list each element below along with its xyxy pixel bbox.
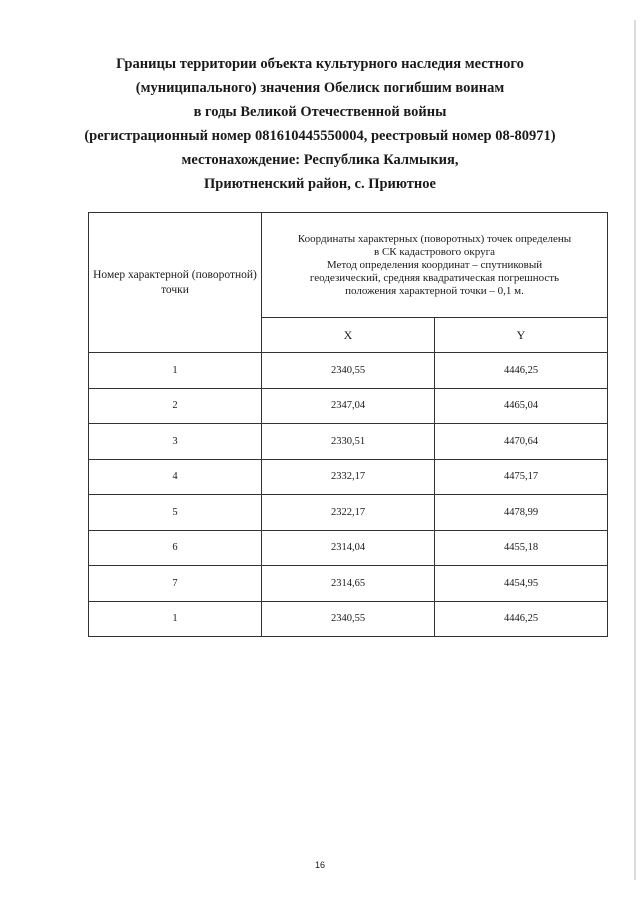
coordinates-table xyxy=(88,212,608,637)
table-row xyxy=(89,566,608,602)
heading-line-3: в годы Великой Отечественной войны xyxy=(193,104,447,120)
page-number: 16 xyxy=(314,860,325,870)
header-point-number: Номер характерной (поворотной) точки xyxy=(89,213,262,353)
header-desc-line: Координаты характерных (поворотных) точек определены xyxy=(297,232,572,245)
point-number-cell: 7 xyxy=(89,566,262,602)
scan-edge xyxy=(634,20,636,880)
point-number-cell: 5 xyxy=(89,495,262,531)
table-row xyxy=(89,353,608,389)
y-cell: 4478,99 xyxy=(435,495,608,531)
heading-line-2: (муниципального) значения Обелиск погибшим воинам xyxy=(135,80,505,96)
table-row xyxy=(89,495,608,531)
table-row xyxy=(89,530,608,566)
point-number-cell: 1 xyxy=(89,353,262,389)
header-desc-line: положения характерной точки – 0,1 м. xyxy=(345,284,524,297)
point-number-cell: 3 xyxy=(89,424,262,460)
x-cell: 2332,17 xyxy=(262,459,435,495)
y-cell: 4470,64 xyxy=(435,424,608,460)
x-cell: 2347,04 xyxy=(262,388,435,424)
table-header-row xyxy=(89,213,608,318)
x-cell: 2314,04 xyxy=(262,530,435,566)
heading-line-4: (регистрационный номер 081610445550004, реестровый номер 08-80971) xyxy=(84,128,556,144)
header-desc-line: Метод определения координат – спутниковый xyxy=(326,258,543,271)
heading-line-6: Приютненский район, с. Приютное xyxy=(204,176,436,192)
table-row xyxy=(89,459,608,495)
table-row xyxy=(89,601,608,637)
point-number-cell: 1 xyxy=(89,601,262,637)
point-number-cell: 6 xyxy=(89,530,262,566)
y-cell: 4454,95 xyxy=(435,566,608,602)
table-row xyxy=(89,424,608,460)
header-y: Y xyxy=(435,318,608,353)
point-number-cell: 4 xyxy=(89,459,262,495)
y-cell: 4465,04 xyxy=(435,388,608,424)
x-cell: 2340,55 xyxy=(262,353,435,389)
x-cell: 2340,55 xyxy=(262,601,435,637)
table-row xyxy=(89,388,608,424)
header-x: X xyxy=(262,318,435,353)
y-cell: 4455,18 xyxy=(435,530,608,566)
x-cell: 2314,65 xyxy=(262,566,435,602)
point-number-cell: 2 xyxy=(89,388,262,424)
y-cell: 4475,17 xyxy=(435,459,608,495)
x-cell: 2330,51 xyxy=(262,424,435,460)
header-description xyxy=(262,213,608,318)
heading-line-5: местонахождение: Республика Калмыкия, xyxy=(181,152,459,168)
y-cell: 4446,25 xyxy=(435,601,608,637)
x-cell: 2322,17 xyxy=(262,495,435,531)
heading-line-1: Границы территории объекта культурного наследия местного xyxy=(116,56,524,72)
document-heading xyxy=(70,52,570,196)
header-desc-line: в СК кадастрового округа xyxy=(374,245,495,258)
header-desc-line: геодезический, средняя квадратическая погрешность xyxy=(309,271,560,284)
y-cell: 4446,25 xyxy=(435,353,608,389)
